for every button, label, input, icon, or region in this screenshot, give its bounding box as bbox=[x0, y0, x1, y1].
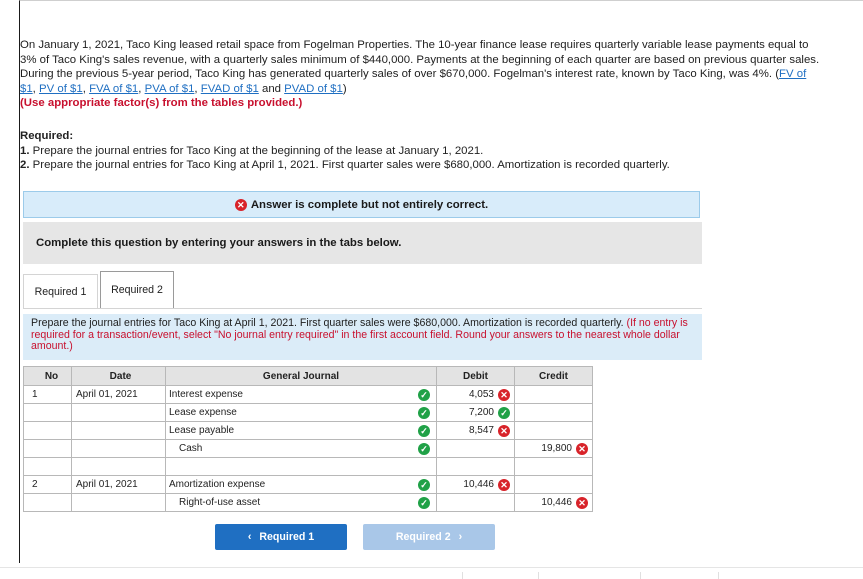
check-icon: ✓ bbox=[418, 497, 430, 509]
link-fvad[interactable]: FVAD of $1 bbox=[200, 82, 259, 95]
link-pva[interactable]: PVA of $1 bbox=[144, 82, 195, 95]
check-icon: ✓ bbox=[418, 389, 430, 401]
required-item2: Prepare the journal entries for Taco King at April 1, 2021. First quarter sales were $680,000. Amortization is recorded quarterly. bbox=[32, 159, 670, 172]
instruction-main: Prepare the journal entries for Taco King at April 1, 2021. First quarter sales were $680,000. Amortization is recorded quarterly. bbox=[31, 317, 624, 329]
table-row bbox=[24, 440, 593, 458]
account-name: Interest expense bbox=[169, 389, 243, 400]
complete-text: Complete this question by entering your answers in the tabs below. bbox=[36, 237, 402, 249]
credit-cell[interactable] bbox=[515, 404, 593, 422]
chevron-left-icon: ‹ bbox=[247, 531, 252, 543]
link-fva[interactable]: FVA of $1 bbox=[89, 82, 139, 95]
debit-cell[interactable] bbox=[437, 458, 515, 476]
footer-tick bbox=[640, 572, 641, 579]
account-name: Amortization expense bbox=[169, 479, 266, 490]
tab-required-2[interactable] bbox=[100, 271, 174, 308]
required-heading: Required: bbox=[20, 130, 74, 142]
entry-no bbox=[24, 458, 72, 476]
instruction-note: (If no entry is required for a transaction/event, select "No journal entry required" in the first account field. Round your answers to the nearest whole dollar amount.) bbox=[31, 317, 688, 353]
entry-date[interactable] bbox=[72, 404, 166, 422]
table-row bbox=[24, 422, 593, 440]
factor-instruction: (Use appropriate factor(s) from the tables provided.) bbox=[20, 97, 303, 110]
account-cell[interactable] bbox=[166, 494, 437, 512]
account-name: Lease payable bbox=[169, 425, 235, 436]
account-cell[interactable] bbox=[166, 404, 437, 422]
banner-text: Answer is complete but not entirely correct. bbox=[250, 198, 489, 211]
credit-value: 19,800 bbox=[541, 443, 572, 454]
prev-label: Required 1 bbox=[259, 531, 315, 543]
check-icon: ✓ bbox=[418, 443, 430, 455]
table-row bbox=[24, 386, 593, 404]
tab-required-1[interactable] bbox=[23, 274, 98, 308]
col-header-general-journal: General Journal bbox=[166, 367, 437, 386]
footer-tick bbox=[538, 572, 539, 579]
tab-label: Required 1 bbox=[34, 285, 87, 298]
table-row bbox=[24, 476, 593, 494]
footer-tick bbox=[462, 572, 463, 579]
credit-cell[interactable] bbox=[515, 494, 593, 512]
required-section bbox=[20, 129, 670, 173]
entry-no bbox=[24, 404, 72, 422]
entry-date[interactable]: April 01, 2021 bbox=[72, 386, 166, 404]
table-row bbox=[24, 458, 593, 476]
debit-value: 10,446 bbox=[463, 479, 494, 490]
debit-cell[interactable] bbox=[437, 440, 515, 458]
next-label: Required 2 bbox=[395, 531, 451, 543]
account-name: Lease expense bbox=[169, 407, 237, 418]
instruction-box bbox=[23, 314, 702, 360]
next-required-2-button[interactable] bbox=[363, 524, 495, 550]
error-icon: ✕ bbox=[576, 497, 588, 509]
required-item1: Prepare the journal entries for Taco King at the beginning of the lease at January 1, 2021. bbox=[32, 144, 484, 157]
table-row bbox=[24, 494, 593, 512]
problem-statement: On January 1, 2021, Taco King leased retail space from Fogelman Properties. The 10-year finance lease requires quarterly variable lease payments equal to 3% of Taco King's sales revenue, with a quarterly sales minimum of $440,000. Payments at the beginning of each quarter are based on previous quarter sales. During the previous 5-year period, Taco King has generated quarterly sales of over $670,000. Fogelman's interest rate, known by Taco King, was 4%. (FV of $1, PV of $1, FVA of $1, PVA of $1, FVAD of $1 and PVAD of $1) (Use appropriate factor(s) from the tables provided.) bbox=[20, 39, 820, 110]
error-icon: ✕ bbox=[498, 479, 510, 491]
col-header-credit: Credit bbox=[515, 367, 593, 386]
check-icon: ✓ bbox=[418, 407, 430, 419]
credit-cell[interactable] bbox=[515, 458, 593, 476]
entry-no: 1 bbox=[24, 386, 72, 404]
error-icon: ✕ bbox=[576, 443, 588, 455]
complete-question-bar bbox=[23, 222, 702, 264]
table-row bbox=[24, 404, 593, 422]
credit-cell[interactable] bbox=[515, 422, 593, 440]
account-name: Cash bbox=[179, 443, 203, 454]
entry-no: 2 bbox=[24, 476, 72, 494]
footer-divider bbox=[0, 567, 863, 568]
debit-cell[interactable] bbox=[437, 476, 515, 494]
col-header-date: Date bbox=[72, 367, 166, 386]
error-icon: ✕ bbox=[235, 199, 247, 211]
account-cell[interactable] bbox=[166, 386, 437, 404]
chevron-right-icon: › bbox=[458, 531, 463, 543]
required-item1-num: 1. bbox=[20, 144, 30, 157]
debit-value: 7,200 bbox=[468, 407, 494, 418]
check-icon: ✓ bbox=[418, 479, 430, 491]
credit-cell[interactable] bbox=[515, 476, 593, 494]
col-header-no: No bbox=[24, 367, 72, 386]
credit-value: 10,446 bbox=[541, 497, 572, 508]
entry-date[interactable] bbox=[72, 422, 166, 440]
debit-cell[interactable] bbox=[437, 494, 515, 512]
problem-text: On January 1, 2021, Taco King leased retail space from Fogelman Properties. The 10-year finance lease requires quarterly variable lease payments equal to 3% of Taco King's sales revenue, with a quarterly sales minimum of $440,000. Payments at the beginning of each quarter are based on previous quarter sales. During the previous 5-year period, Taco King has generated quarterly sales of over $670,000. Fogelman's interest rate, known by Taco King, was 4%. ( bbox=[20, 39, 820, 81]
check-icon: ✓ bbox=[498, 407, 510, 419]
entry-no bbox=[24, 422, 72, 440]
debit-cell[interactable] bbox=[437, 386, 515, 404]
entry-date[interactable]: April 01, 2021 bbox=[72, 476, 166, 494]
account-cell[interactable] bbox=[166, 422, 437, 440]
error-icon: ✕ bbox=[498, 389, 510, 401]
check-icon: ✓ bbox=[418, 425, 430, 437]
col-header-debit: Debit bbox=[437, 367, 515, 386]
account-cell[interactable] bbox=[166, 476, 437, 494]
entry-date[interactable] bbox=[72, 494, 166, 512]
entry-date[interactable] bbox=[72, 458, 166, 476]
entry-no bbox=[24, 494, 72, 512]
error-icon: ✕ bbox=[498, 425, 510, 437]
entry-date[interactable] bbox=[72, 440, 166, 458]
and-text: and bbox=[261, 82, 281, 95]
credit-cell[interactable] bbox=[515, 440, 593, 458]
answer-status-banner bbox=[23, 191, 700, 218]
footer-tick bbox=[718, 572, 719, 579]
link-pvad[interactable]: PVAD of $1 bbox=[284, 82, 343, 95]
debit-cell[interactable] bbox=[437, 404, 515, 422]
journal-table bbox=[23, 366, 593, 512]
table-header-row bbox=[24, 367, 593, 386]
debit-value: 8,547 bbox=[468, 425, 494, 436]
tab-label: Required 2 bbox=[111, 284, 163, 296]
debit-value: 4,053 bbox=[468, 389, 494, 400]
prev-required-1-button[interactable] bbox=[215, 524, 347, 550]
account-cell[interactable] bbox=[166, 440, 437, 458]
required-item2-num: 2. bbox=[20, 159, 30, 172]
credit-cell[interactable] bbox=[515, 386, 593, 404]
link-pv[interactable]: PV of $1 bbox=[39, 82, 83, 95]
account-name: Right-of-use asset bbox=[179, 497, 261, 508]
entry-no bbox=[24, 440, 72, 458]
link-fv[interactable]: FV of $1 bbox=[20, 68, 807, 95]
debit-cell[interactable] bbox=[437, 422, 515, 440]
account-cell[interactable] bbox=[166, 458, 437, 476]
